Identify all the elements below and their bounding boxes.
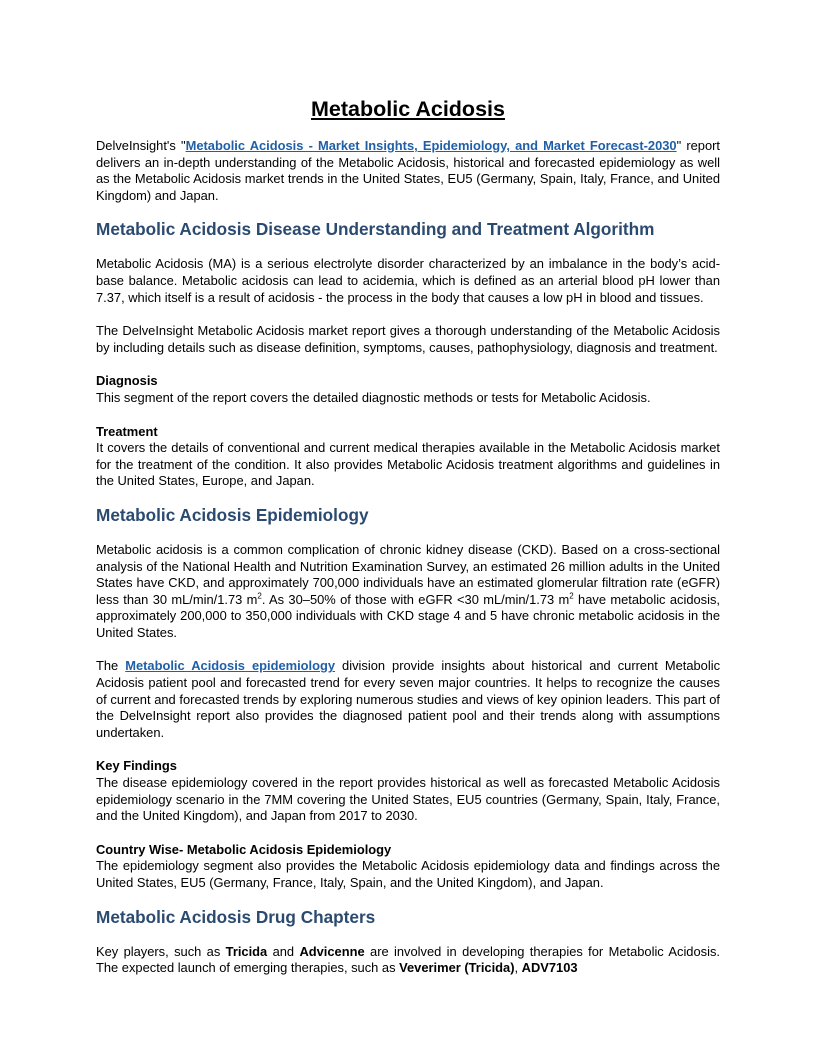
intro-paragraph — [96, 138, 720, 204]
treatment-paragraph: It covers the details of conventional and current medical therapies available in the Metabolic Acidosis market for the treatment of the condition. It also provides Metabolic Acidosis treatment algorithms and guidelines in the United States, Europe, and Japan. — [96, 440, 720, 489]
drug-adv7103: ADV7103 — [521, 960, 578, 976]
drug-veverimer: Veverimer (Tricida) — [399, 960, 515, 976]
drug-text-1: Key players, such as — [96, 943, 226, 959]
country-wise-paragraph: The epidemiology segment also provides the Metabolic Acidosis epidemiology data and findings across the United States, EU5 (Germany, France, Italy, Spain, and the United Kingdom), and Japan. — [96, 858, 720, 890]
page-title: Metabolic Acidosis — [311, 97, 505, 121]
diagnosis-subheading: Diagnosis — [96, 373, 158, 389]
company-advicenne: Advicenne — [299, 943, 365, 959]
key-findings-paragraph: The disease epidemiology covered in the report provides historical as well as forecasted Metabolic Acidosis epidemiology scenario in the 7MM covering the United States, EU5 countries (Germany, Spain, Italy, France, and the United Kingdom), and Japan from 2017 to 2030. — [96, 775, 720, 824]
superscript-2b: 2 — [569, 591, 574, 601]
epi-text-3: have metabolic acidosis, approximately 200,000 to 350,000 individuals with CKD stage 4 and 5 have chronic metabolic acidosis in the United States. — [96, 591, 720, 640]
treatment-subheading: Treatment — [96, 423, 158, 439]
ma-definition-paragraph: Metabolic Acidosis (MA) is a serious electrolyte disorder characterized by an imbalance in the body’s acid-base balance. Metabolic acidosis can lead to acidemia, which is defined as an arterial blood pH lower than 7.37, which itself is a result of acidosis - the process in the body that causes a low pH in blood and tissues. — [96, 256, 720, 305]
epi-text-2: . As 30–50% of those with eGFR <30 mL/min/1.73 m — [261, 591, 570, 607]
epi-div-rest: division provide insights about historical and current Metabolic Acidosis patient pool and forecasted trend for every seven major countries. It helps to recognize the causes of current and forecasted trends by exploring numerous studies and views of key opinion leaders. This part of the DelveInsight report also provides the diagnosed patient pool and their trends along with assumptions undertaken. — [96, 658, 721, 740]
epidemiology-division-paragraph — [96, 658, 720, 741]
diagnosis-paragraph: This segment of the report covers the detailed diagnostic methods or tests for Metabolic Acidosis. — [96, 389, 651, 405]
company-tricida: Tricida — [225, 943, 268, 959]
drug-chapters-paragraph — [96, 944, 720, 977]
epi-div-lead: The — [96, 658, 126, 674]
intro-lead: DelveInsight's " — [96, 138, 186, 153]
report-overview-paragraph: The DelveInsight Metabolic Acidosis market report gives a thorough understanding of the Metabolic Acidosis by including details such as disease definition, symptoms, causes, pathophysiology, diagnosis and treatment. — [96, 323, 720, 355]
section-heading-drug-chapters: Metabolic Acidosis Drug Chapters — [96, 906, 376, 927]
country-wise-subheading: Country Wise- Metabolic Acidosis Epidemiology — [96, 841, 392, 857]
epidemiology-paragraph — [96, 542, 720, 642]
drug-text-3: are involved in developing therapies for Metabolic Acidosis. The expected launch of emerging therapies, such as — [96, 943, 720, 976]
epi-text-1: Metabolic acidosis is a common complication of chronic kidney disease (CKD). Based on a cross-sectional analysis of the National Health and Nutrition Examination Survey, an estimated 26 million adults in the United States have CKD, and approximately 700,000 individuals have an estimated glomerular filtration rate (eGFR) less than 30 mL/min/1.73 m — [96, 541, 720, 607]
key-findings-subheading: Key Findings — [96, 758, 177, 774]
section-heading-epidemiology: Metabolic Acidosis Epidemiology — [96, 504, 369, 525]
report-link[interactable]: Metabolic Acidosis - Market Insights, Epidemiology, and Market Forecast-2030 — [185, 138, 677, 153]
drug-text-4: , — [514, 960, 522, 976]
intro-rest: " report delivers an in-depth understanding of the Metabolic Acidosis, historical and forecasted epidemiology as well as the Metabolic Acidosis market trends in the United States, EU5 (Germany, Spain, Italy, France, and United Kingdom) and Japan. — [96, 138, 720, 203]
drug-text-2: and — [267, 943, 300, 959]
superscript-2: 2 — [257, 591, 262, 601]
section-heading-disease-understanding: Metabolic Acidosis Disease Understanding and Treatment Algorithm — [96, 219, 655, 240]
epidemiology-link[interactable]: Metabolic Acidosis epidemiology — [125, 658, 336, 674]
